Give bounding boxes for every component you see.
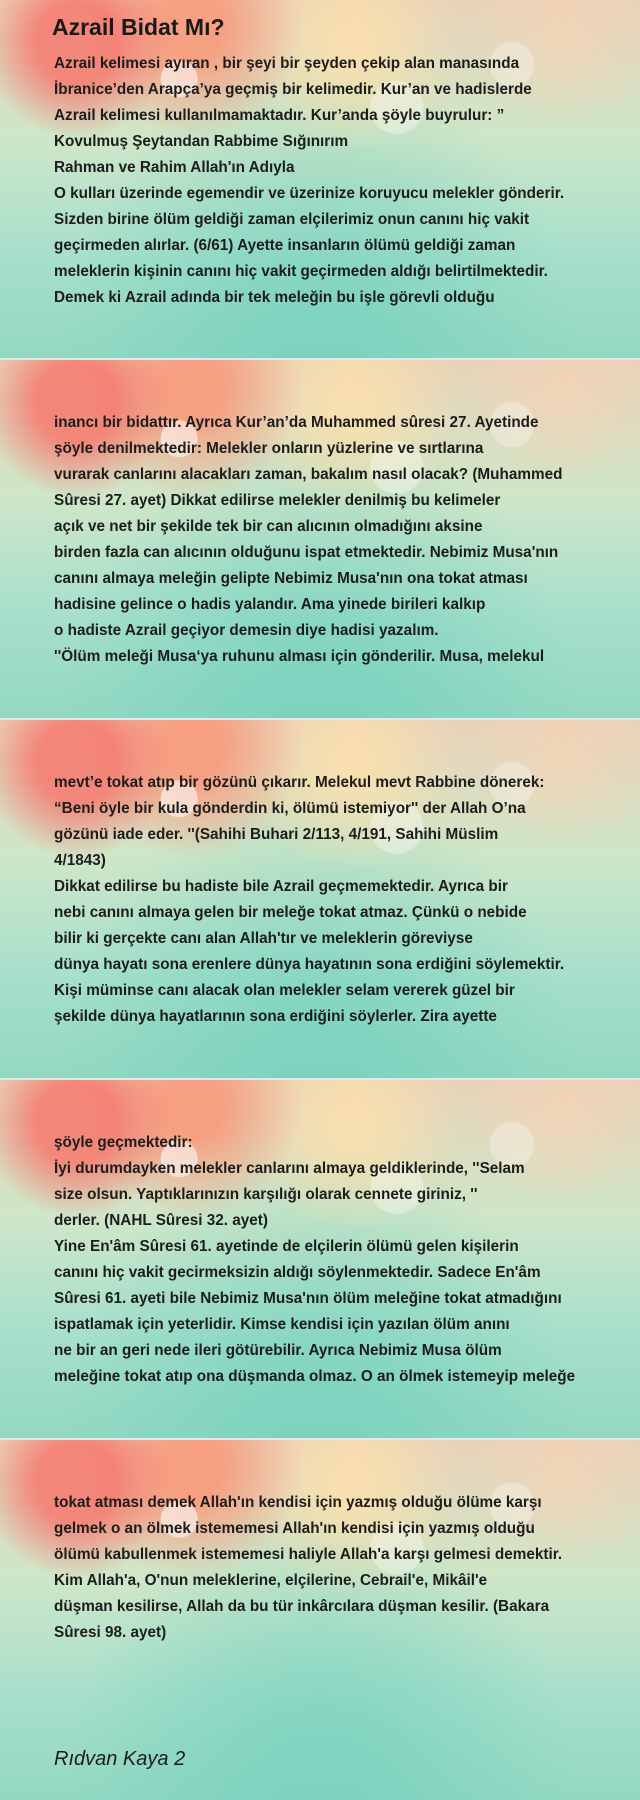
panel-2-lines: [54, 410, 562, 670]
text-line: Demek ki Azrail adında bir tek meleğin bu işle görevli olduğu: [54, 289, 495, 306]
text-line: dünya hayatı sona erenlere dünya hayatının sona erdiğini söylemektir.: [54, 956, 565, 973]
text-line: İbranice’den Arapça’ya geçmiş bir kelimedir. Kur’an ve hadislerde: [54, 81, 532, 98]
text-line: gelmek o an ölmek istememesi Allah'ın kendisi için yazmış olduğu: [54, 1520, 535, 1537]
text-line: Azrail kelimesi ayıran , bir şeyi bir şeyden çekip alan manasında: [54, 55, 520, 72]
text-line: şöyle geçmektedir:: [54, 1134, 193, 1151]
text-line: meleklerin kişinin canını hiç vakit geçirmeden aldığı belirtilmektedir.: [54, 263, 548, 280]
text-line: Dikkat edilirse bu hadiste bile Azrail geçmemektedir. Ayrıca bir: [54, 878, 508, 895]
text-line: meleğine tokat atıp ona düşmanda olmaz. O an ölmek istemeyip meleğe: [54, 1368, 576, 1385]
panel-5-lines: [54, 1490, 562, 1646]
text-line: Azrail kelimesi kullanılmamaktadır. Kur’anda şöyle buyrulur: ”: [54, 107, 505, 124]
text-line: düşman kesilirse, Allah da bu tür inkârcılara düşman kesilir. (Bakara: [54, 1598, 550, 1615]
text-line: Sizden birine ölüm geldiği zaman elçilerimiz onun canını hiç vakit: [54, 211, 530, 228]
text-line: “Beni öyle bir kula gönderdin ki, ölümü istemiyor'' der Allah O’na: [54, 800, 526, 817]
text-line: şekilde dünya hayatlarının sona erdiğini söylerler. Zira ayette: [54, 1008, 497, 1025]
text-line: mevt’e tokat atıp bir gözünü çıkarır. Melekul mevt Rabbine dönerek:: [54, 774, 545, 791]
text-line: açık ve net bir şekilde tek bir can alıcının olmadığını aksine: [54, 518, 483, 535]
author-name: Rıdvan Kaya 2: [54, 1748, 186, 1770]
poem-panel-1: [0, 0, 640, 358]
text-line: İyi durumdayken melekler canlarını almaya geldiklerinde, ''Selam: [54, 1160, 525, 1177]
text-line: ispatlamak için yeterlidir. Kimse kendisi için yazılan ölüm anını: [54, 1316, 510, 1333]
text-line: tokat atması demek Allah'ın kendisi için yazmış olduğu ölüme karşı: [54, 1494, 542, 1511]
panel-4-lines: [54, 1130, 575, 1390]
text-line: o hadiste Azrail geçiyor demesin diye hadisi yazalım.: [54, 622, 439, 639]
text-line: Kovulmuş Şeytandan Rabbime Sığınırım: [54, 133, 349, 150]
poem-panel-5: [0, 1440, 640, 1800]
text-line: geçirmeden alırlar. (6/61) Ayette insanların ölümü geldiği zaman: [54, 237, 516, 254]
text-line: canını hiç vakit gecirmeksizin aldığı söylenmektedir. Sadece En'âm: [54, 1264, 541, 1281]
panel-3-lines: [54, 770, 564, 1030]
text-line: şöyle denilmektedir: Melekler onların yüzlerine ve sırtlarına: [54, 440, 484, 457]
text-line: inancı bir bidattır. Ayrıca Kur’an’da Muhammed sûresi 27. Ayetinde: [54, 414, 539, 431]
text-line: Sûresi 27. ayet) Dikkat edilirse melekler denilmiş bu kelimeler: [54, 492, 501, 509]
text-line: Yine En'âm Sûresi 61. ayetinde de elçilerin ölümü gelen kişilerin: [54, 1238, 519, 1255]
text-line: ''Ölüm meleği Musa‘ya ruhunu alması için gönderilir. Musa, melekul: [54, 648, 545, 665]
text-line: derler. (NAHL Sûresi 32. ayet): [54, 1212, 268, 1229]
text-line: size olsun. Yaptıklarınızın karşılığı olarak cennete giriniz, '': [54, 1186, 478, 1203]
text-line: nebi canını almaya gelen bir meleğe tokat atmaz. Çünkü o nebide: [54, 904, 527, 921]
text-line: 4/1843): [54, 852, 106, 869]
text-line: O kulları üzerinde egemendir ve üzerinize koruyucu melekler gönderir.: [54, 185, 565, 202]
text-line: Sûresi 61. ayeti bile Nebimiz Musa'nın ölüm meleğine tokat atmadığını: [54, 1290, 562, 1307]
poem-title: Azrail Bidat Mı?: [52, 14, 225, 40]
poem-panel-4: [0, 1080, 640, 1438]
text-line: canını almaya meleğin gelipte Nebimiz Musa'nın ona tokat atması: [54, 570, 528, 587]
text-line: ne bir an geri nede ileri götürebilir. Ayrıca Nebimiz Musa ölüm: [54, 1342, 502, 1359]
text-line: Rahman ve Rahim Allah'ın Adıyla: [54, 159, 295, 176]
text-line: Sûresi 98. ayet): [54, 1624, 167, 1641]
panel-1-lines: [54, 51, 564, 311]
text-line: ölümü kabullenmek istememesi haliyle Allah'a karşı gelmesi demektir.: [54, 1546, 563, 1563]
text-line: hadisine gelince o hadis yalandır. Ama yinede birileri kalkıp: [54, 596, 486, 613]
text-line: bilir ki gerçekte canı alan Allah'tır ve meleklerin göreviyse: [54, 930, 473, 947]
text-line: vurarak canlarını alacakları zaman, bakalım nasıl olacak? (Muhammed: [54, 466, 563, 483]
text-line: Kişi müminse canı alacak olan melekler selam vererek güzel bir: [54, 982, 515, 999]
poem-panel-3: [0, 720, 640, 1078]
text-line: birden fazla can alıcının olduğunu ispat etmektedir. Nebimiz Musa'nın: [54, 544, 559, 561]
poem-panel-2: [0, 360, 640, 718]
text-line: Kim Allah'a, O'nun meleklerine, elçilerine, Cebrail'e, Mikâil'e: [54, 1572, 488, 1589]
text-line: gözünü iade eder. ''(Sahihi Buhari 2/113, 4/191, Sahihi Müslim: [54, 826, 499, 843]
